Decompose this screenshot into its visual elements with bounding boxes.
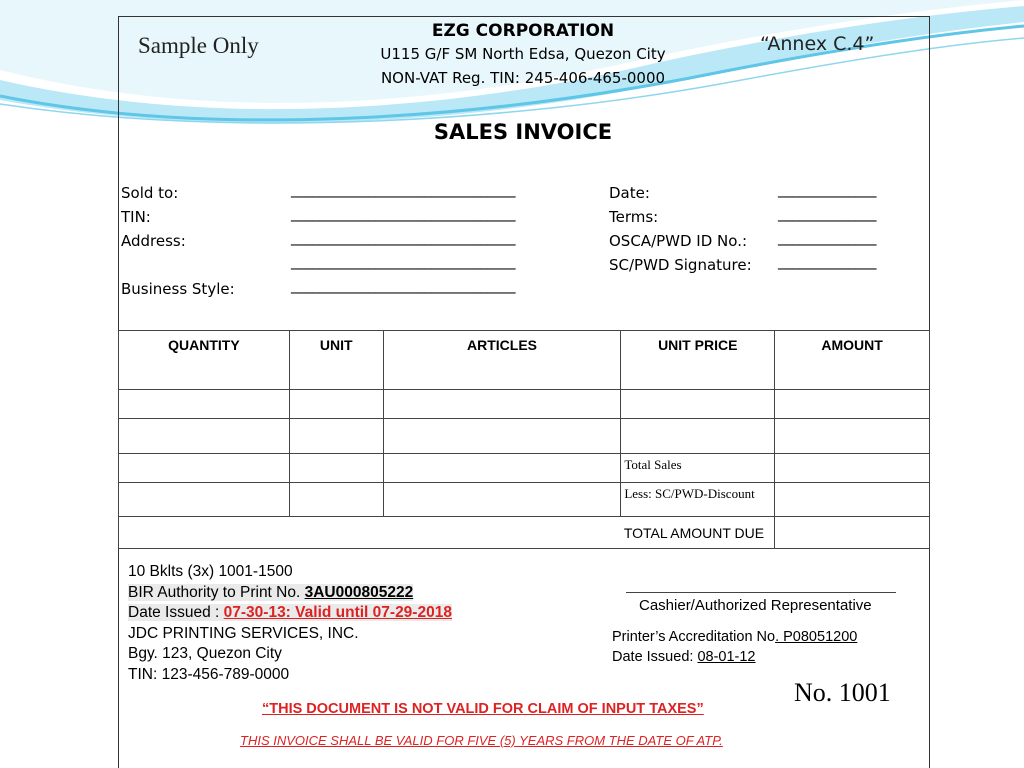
table-cell[interactable] bbox=[775, 390, 930, 419]
accreditation-label: Printer’s Accreditation No bbox=[612, 629, 776, 645]
table-cell[interactable] bbox=[383, 390, 621, 419]
sample-watermark: Sample Only bbox=[138, 33, 259, 58]
printer-tin: TIN: 123-456-789-0000 bbox=[128, 665, 290, 683]
validity-notice: THIS INVOICE SHALL BE VALID FOR FIVE (5) YEARS FROM THE DATE OF ATP. bbox=[240, 733, 723, 748]
address-field[interactable]: ________________________________ bbox=[291, 228, 515, 246]
table-cell[interactable] bbox=[119, 390, 290, 419]
cashier-label: Cashier/Authorized Representative bbox=[639, 597, 872, 614]
atp-number: 3AU000805222 bbox=[304, 583, 414, 601]
osca-pwd-field[interactable]: ______________ bbox=[778, 228, 876, 246]
accreditation-date-label: Date Issued: bbox=[612, 649, 698, 665]
table-cell[interactable] bbox=[383, 454, 621, 483]
address-field-2[interactable]: ________________________________ bbox=[291, 252, 515, 270]
input-tax-notice: “THIS DOCUMENT IS NOT VALID FOR CLAIM OF INPUT TAXES” bbox=[262, 701, 704, 717]
col-articles: ARTICLES bbox=[383, 331, 621, 390]
col-amount: AMOUNT bbox=[775, 331, 930, 390]
booklets-text: 10 Bklts (3x) 1001-1500 bbox=[128, 563, 293, 580]
business-style-label: Business Style: bbox=[121, 280, 235, 298]
table-cell[interactable] bbox=[119, 419, 290, 454]
company-header bbox=[370, 20, 676, 90]
accreditation-date: 08-01-12 bbox=[697, 649, 756, 665]
company-name: EZG CORPORATION bbox=[431, 21, 615, 41]
total-sales-label: Total Sales bbox=[621, 454, 775, 483]
total-sales-row bbox=[119, 454, 930, 483]
table-cell[interactable] bbox=[289, 454, 383, 483]
total-due-row bbox=[119, 517, 930, 549]
tin-field[interactable]: ________________________________ bbox=[291, 204, 515, 222]
date-field[interactable]: ______________ bbox=[778, 180, 876, 198]
items-table bbox=[118, 330, 930, 549]
sold-to-label: Sold to: bbox=[121, 184, 179, 202]
company-tin: NON-VAT Reg. TIN: 245-406-465-0000 bbox=[380, 69, 666, 87]
discount-row bbox=[119, 483, 930, 517]
sold-to-field[interactable]: ________________________________ bbox=[291, 180, 515, 198]
table-cell[interactable] bbox=[119, 483, 290, 517]
table-cell[interactable] bbox=[621, 390, 775, 419]
terms-label: Terms: bbox=[609, 208, 659, 226]
osca-pwd-label: OSCA/PWD ID No.: bbox=[609, 232, 748, 250]
table-cell[interactable] bbox=[119, 454, 290, 483]
col-unit-price: UNIT PRICE bbox=[621, 331, 775, 390]
col-unit: UNIT bbox=[289, 331, 383, 390]
table-cell[interactable] bbox=[383, 483, 621, 517]
table-cell[interactable] bbox=[383, 419, 621, 454]
annex-label: “Annex C.4” bbox=[760, 33, 875, 55]
printer-accreditation bbox=[612, 627, 857, 667]
total-due-label: TOTAL AMOUNT DUE bbox=[621, 517, 775, 549]
printer-name: JDC PRINTING SERVICES, INC. bbox=[128, 624, 359, 642]
table-cell[interactable] bbox=[621, 419, 775, 454]
date-issued-value: 07-30-13: Valid until 07-29-2018 bbox=[223, 604, 452, 621]
table-cell[interactable] bbox=[775, 419, 930, 454]
accreditation-number: . P08051200 bbox=[775, 629, 858, 645]
sc-pwd-signature-field[interactable]: ______________ bbox=[778, 252, 876, 270]
table-row bbox=[119, 390, 930, 419]
address-label: Address: bbox=[121, 232, 186, 250]
business-style-field[interactable]: ________________________________ bbox=[291, 276, 515, 294]
signature-line bbox=[626, 592, 896, 593]
table-cell[interactable] bbox=[289, 419, 383, 454]
tin-label: TIN: bbox=[121, 208, 151, 226]
total-due-amount[interactable] bbox=[775, 517, 930, 549]
table-cell[interactable] bbox=[289, 483, 383, 517]
date-issued-label: Date Issued : bbox=[128, 604, 224, 621]
table-row bbox=[119, 419, 930, 454]
serial-number: No. 1001 bbox=[794, 678, 891, 707]
discount-amount[interactable] bbox=[775, 483, 930, 517]
terms-field[interactable]: ______________ bbox=[778, 204, 876, 222]
printer-address: Bgy. 123, Quezon City bbox=[128, 645, 282, 662]
discount-label: Less: SC/PWD-Discount bbox=[621, 483, 775, 517]
table-cell[interactable] bbox=[289, 390, 383, 419]
sc-pwd-signature-label: SC/PWD Signature: bbox=[609, 256, 752, 274]
table-header-row bbox=[119, 331, 930, 390]
page-title: SALES INVOICE bbox=[433, 120, 613, 144]
printer-info bbox=[128, 562, 452, 685]
date-label: Date: bbox=[609, 184, 650, 202]
col-quantity: QUANTITY bbox=[119, 331, 290, 390]
company-address: U115 G/F SM North Edsa, Quezon City bbox=[380, 45, 666, 63]
atp-label: BIR Authority to Print No. bbox=[128, 583, 305, 601]
total-sales-amount[interactable] bbox=[775, 454, 930, 483]
